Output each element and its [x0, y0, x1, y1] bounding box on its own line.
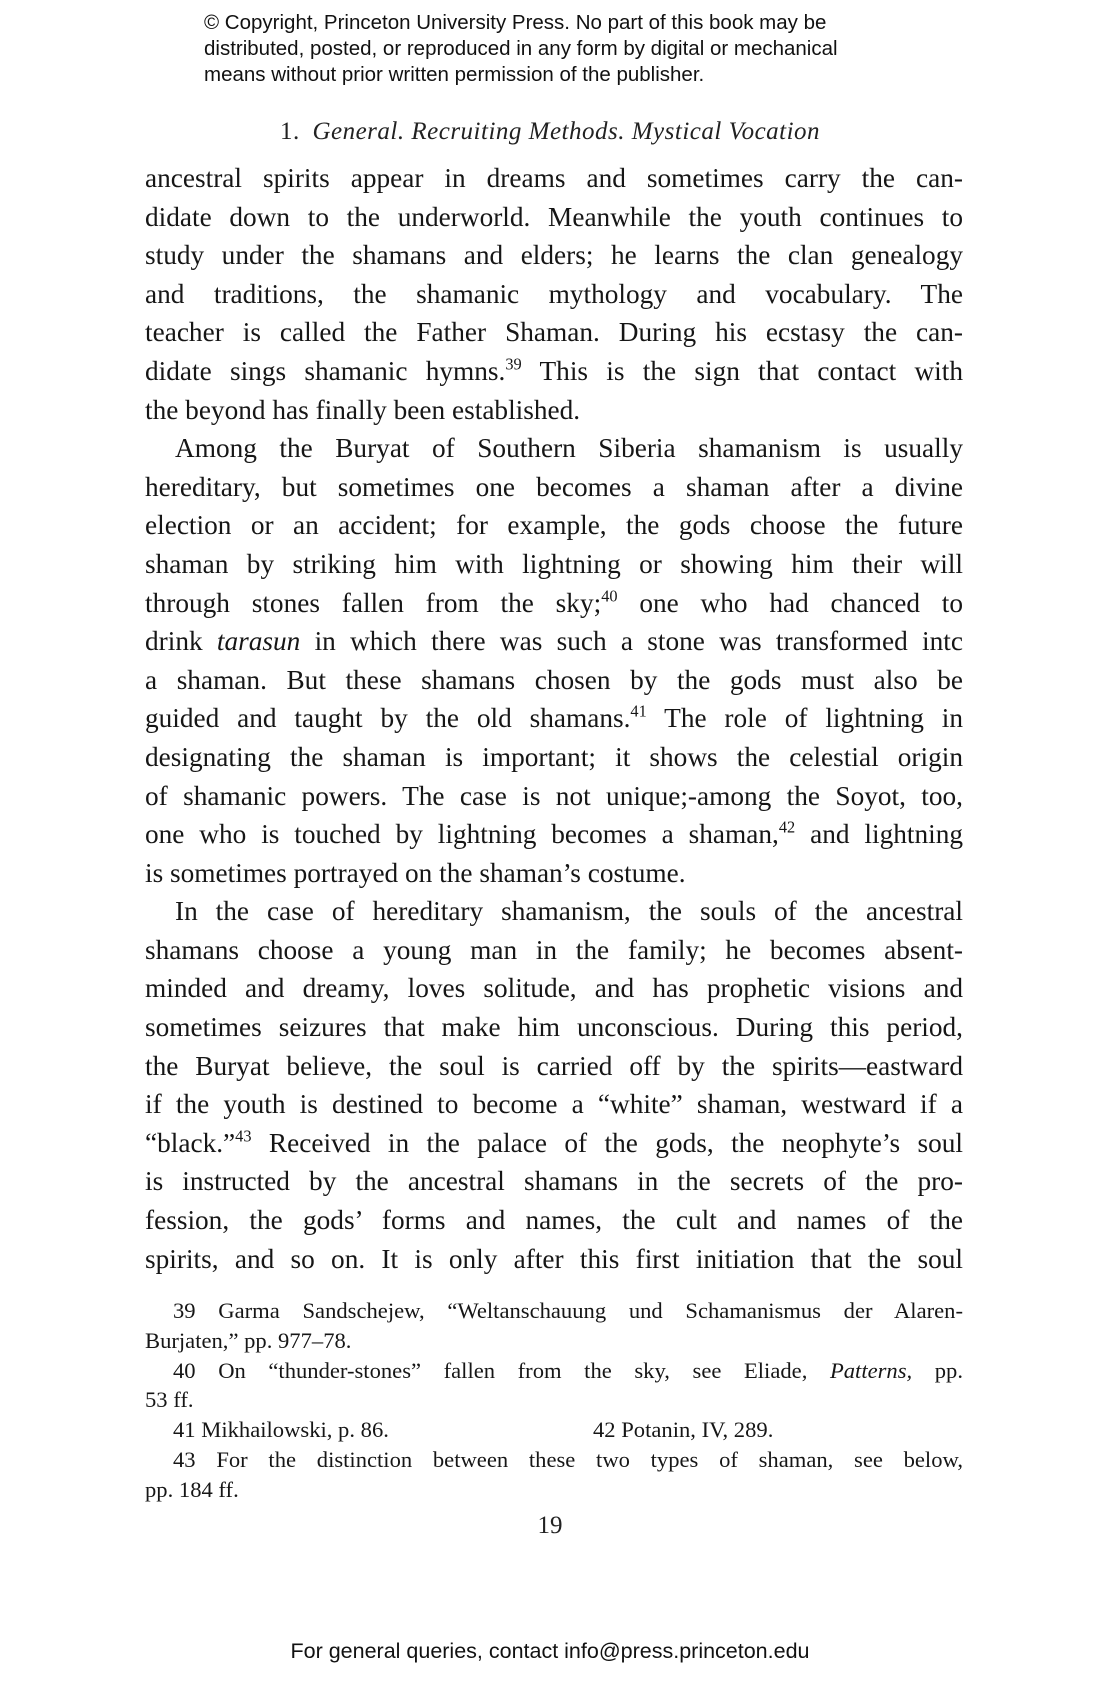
- section-title: General. Recruiting Methods. Mystical Vocation: [312, 118, 821, 145]
- text-line: guided and taught by the old shamans.$^{41}$ The role of lightning in: [145, 701, 963, 734]
- text-line: drink tarasun in which there was such a stone was transformed intc: [145, 626, 963, 657]
- text-line: of shamanic powers. The case is not unique;-among the Soyot, too,: [145, 780, 963, 811]
- text-line: designating the shaman is important; it shows the celestial origin: [145, 741, 963, 772]
- text-line: Among the Buryat of Southern Siberia shamanism is usually: [175, 433, 963, 464]
- body-text: [145, 159, 963, 1278]
- text-line: fession, the gods’ forms and names, the cult and names of the: [145, 1205, 963, 1236]
- text-line: ancestral spirits appear in dreams and sometimes carry the can-: [145, 163, 963, 193]
- text-line: the beyond has finally been established.: [145, 394, 581, 425]
- text-line: teacher is called the Father Shaman. During his ecstasy the can-: [145, 317, 963, 348]
- footnote-italic-title: Patterns,: [829, 1357, 913, 1383]
- footnote-39: 39 Garma Sandschejew, “Weltanschauung und Schamanismus der Alaren-: [173, 1298, 963, 1323]
- footnote-40: 40 On “thunder-stones” fallen from the sky, see Eliade, Patterns, pp.: [173, 1357, 963, 1383]
- text-line: the Buryat believe, the soul is carried off by the spirits—eastward: [145, 1050, 963, 1081]
- footnote-41-42: [145, 1415, 963, 1445]
- footnote-ref-43: 43: [235, 1126, 252, 1146]
- copyright-notice: [204, 10, 924, 88]
- chapter-number: 1.: [279, 118, 300, 145]
- text-line: In the case of hereditary shamanism, the souls of the ancestral: [175, 896, 963, 927]
- text-line: “black.”$^{43}$ Received in the palace of the gods, the neophyte’s soul: [145, 1126, 963, 1158]
- text-line: didate sings shamanic hymns.$^{39}$ This is the sign that contact with: [145, 354, 963, 386]
- text-line: and traditions, the shamanic mythology and vocabulary. The: [145, 278, 963, 309]
- footnote-42: 42 Potanin, IV, 289.: [593, 1417, 774, 1443]
- footnote-ref-42: 42: [778, 817, 796, 837]
- footnote-40-cont: 53 ff.: [145, 1387, 194, 1413]
- text-line: a shaman. But these shamans chosen by the gods must also be: [145, 664, 963, 695]
- copyright-line: distributed, posted, or reproduced in any form by digital or mechanical: [204, 37, 838, 60]
- footnote-43: 43 For the distinction between these two types of shaman, see below,: [173, 1446, 963, 1472]
- footer-contact: For general queries, contact info@press.princeton.edu: [290, 1639, 810, 1663]
- italic-term: tarasun: [216, 626, 301, 657]
- copyright-line: © Copyright, Princeton University Press. No part of this book may be: [204, 11, 827, 34]
- text-line: minded and dreamy, loves solitude, and has prophetic visions and: [145, 973, 963, 1004]
- footnote-ref-39: 39: [505, 354, 522, 374]
- copyright-line: means without prior written permission of the publisher.: [204, 63, 705, 86]
- text-line: sometimes seizures that make him unconscious. During this period,: [145, 1012, 963, 1043]
- text-line: shaman by striking him with lightning or showing him their will: [145, 548, 963, 579]
- footnote-39-cont: Burjaten,” pp. 977–78.: [145, 1327, 352, 1353]
- footnote-41: 41 Mikhailowski, p. 86.: [173, 1417, 389, 1443]
- text-line: if the youth is destined to become a “white” shaman, westward if a: [145, 1089, 963, 1120]
- text-line: study under the shamans and elders; he learns the clan genealogy: [145, 240, 963, 271]
- text-line: one who is touched by lightning becomes a shaman,$^{42}$ and lightning: [145, 817, 963, 850]
- page-number: 19: [537, 1512, 563, 1539]
- text-line: is sometimes portrayed on the shaman’s costume.: [145, 857, 686, 888]
- text-line: election or an accident; for example, the gods choose the future: [145, 510, 963, 541]
- footnote-ref-41: 41: [630, 701, 647, 721]
- text-line: is instructed by the ancestral shamans in the secrets of the pro-: [145, 1166, 963, 1197]
- footnotes: [145, 1296, 963, 1505]
- text-line: didate down to the underworld. Meanwhile the youth continues to: [145, 201, 963, 232]
- footnote-43-cont: pp. 184 ff.: [145, 1476, 239, 1502]
- text-line: through stones fallen from the sky;$^{40}$ one who had chanced to: [145, 585, 963, 618]
- text-line: spirits, and so on. It is only after this first initiation that the soul: [145, 1243, 963, 1274]
- text-line: hereditary, but sometimes one becomes a shaman after a divine: [145, 471, 963, 502]
- footnote-ref-40: 40: [601, 585, 618, 605]
- running-head: [0, 118, 1100, 146]
- text-line: shamans choose a young man in the family; he becomes absent-: [145, 934, 963, 965]
